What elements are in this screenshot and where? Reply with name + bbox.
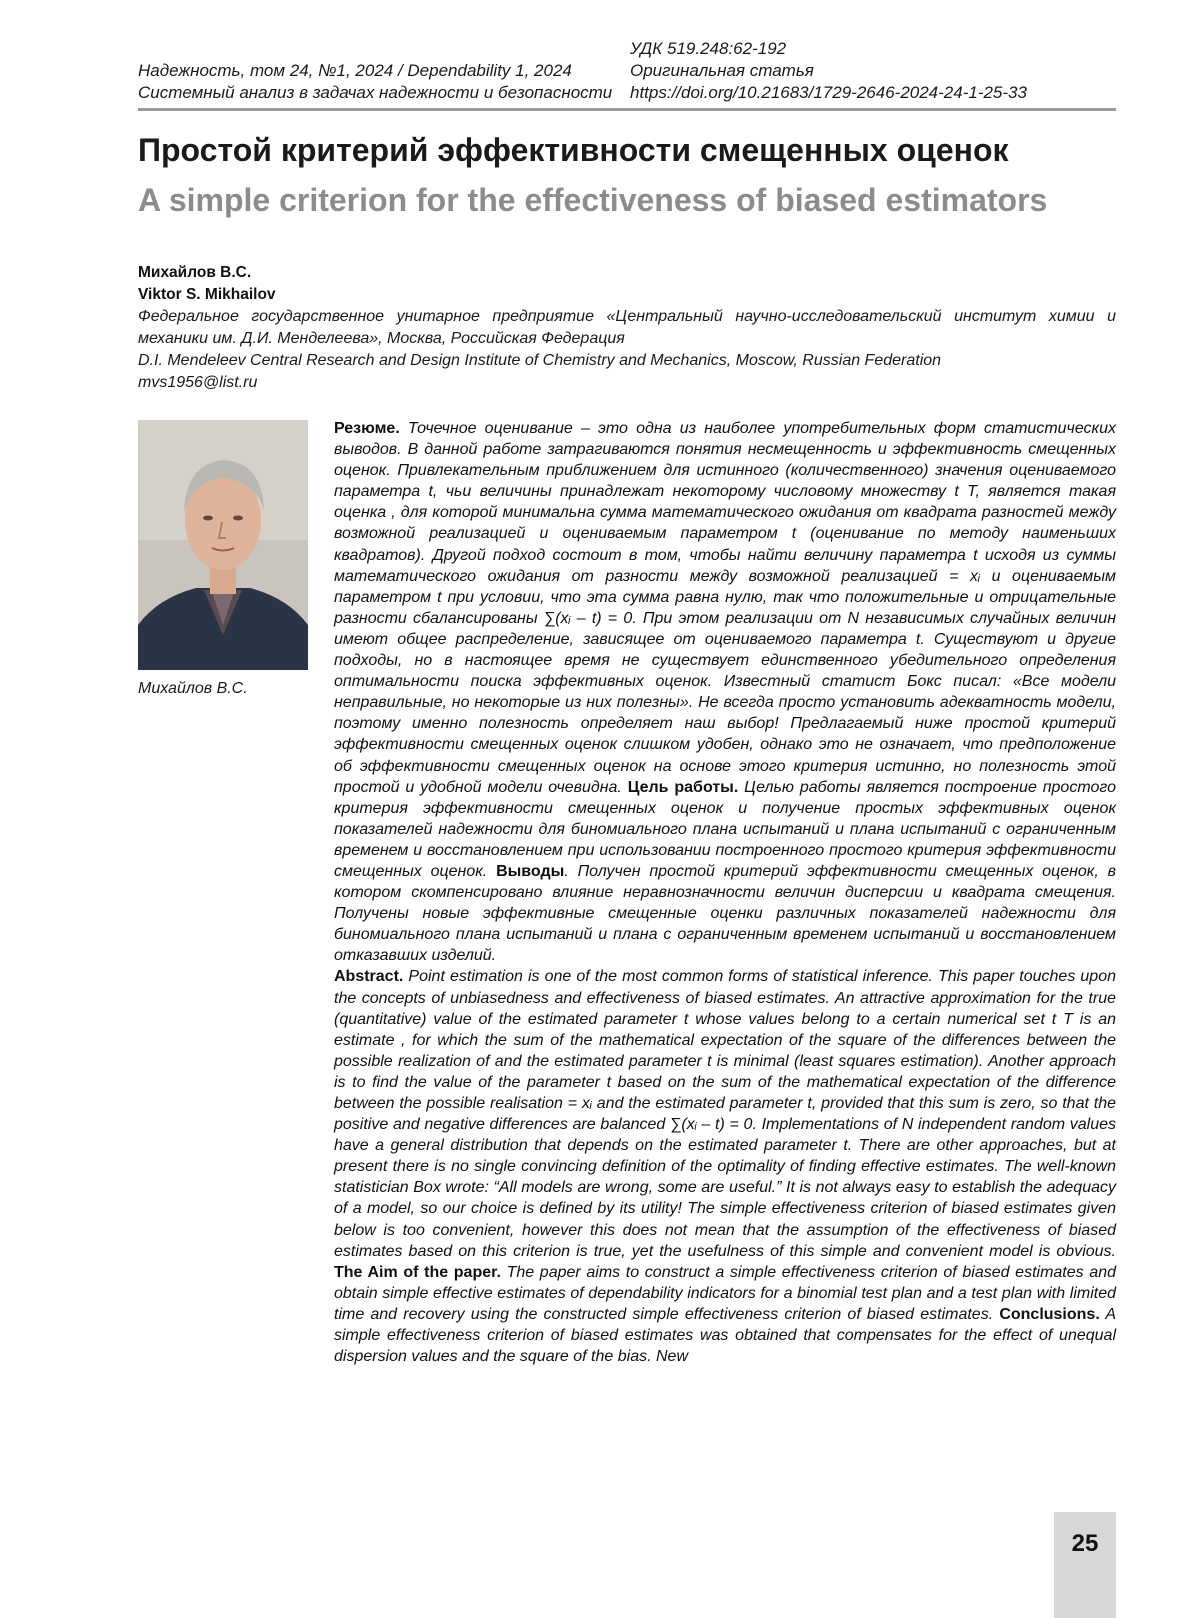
author-portrait-image: [138, 420, 308, 670]
author-email[interactable]: mvs1956@list.ru: [138, 372, 1116, 394]
author-photo: [138, 420, 308, 670]
udc-code: УДК 519.248:62-192: [630, 38, 786, 60]
conclusions-label-ru: Выводы: [496, 863, 564, 880]
conclusions-text-ru: . Получен простой критерий эффективности смещенных оценок, в котором скомпенсировано влияние неравнозначности величин дисперсии и квадрата смещения. Получены новые эффективные смещенные оценки различных показателей надежности для биномиального плана испытаний и плана с ограниченным временем испытаний и восстановлением отказавших изделий.: [334, 863, 1116, 964]
journal-section: Системный анализ в задачах надежности и безопасности: [138, 82, 612, 104]
resume-label: Резюме.: [334, 420, 400, 437]
abstract-label: Abstract.: [334, 968, 403, 985]
photo-caption: Михайлов В.С.: [138, 680, 248, 698]
abstract-english: [334, 966, 1116, 1367]
article-type: Оригинальная статья: [630, 60, 814, 82]
page-number: 25: [1054, 1530, 1116, 1558]
abstract-block: [334, 418, 1116, 1367]
page-number-tab: [1054, 1512, 1116, 1618]
title-russian: Простой критерий эффективности смещенных оценок: [138, 132, 1009, 169]
doi-link[interactable]: https://doi.org/10.21683/1729-2646-2024-24-1-25-33: [630, 82, 1027, 104]
aim-label-en: The Aim of the paper.: [334, 1264, 501, 1281]
abstract-russian: [334, 418, 1116, 966]
affiliation-russian: Федеральное государственное унитарное предприятие «Центральный научно-исследовательский институт химии и механики им. Д.И. Менделеева», Москва, Российская Федерация: [138, 306, 1116, 350]
title-english: A simple criterion for the effectiveness of biased estimators: [138, 178, 1098, 222]
affiliation-english: D.I. Mendeleev Central Research and Design Institute of Chemistry and Mechanics, Moscow, Russian Federation: [138, 350, 1116, 372]
abstract-text: Point estimation is one of the most common forms of statistical inference. This paper touches upon the concepts of unbiasedness and effectiveness of biased estimates. An attractive approximation for the true (quantitative) value of the estimated parameter t whose values belong to a certain numerical set t T is an estimate , for which the sum of the mathematical expectation of the square of the differences between the possible realization of and the estimated parameter t is minimal (least squares estimation). Another approach is to find the value of the parameter t based on the sum of the mathematical expectation of the difference between the possible realisation = xᵢ and the estimated parameter t, provided that this sum is zero, so that the positive and negative differences are balanced ∑(xᵢ – t) = 0. Implementations of N independent random values have a general distribution that depends on the estimated parameter t. There are other approaches, but at present there is no single convincing definition of the optimality of finding effective estimates. The well-known statistician Box wrote: “All models are wrong, some are useful.” It is not always easy to establish the adequacy of a model, so our choice is defined by its utility! The simple effectiveness criterion of biased estimates given below is too convenient, however this does not mean that the assumption of the effectiveness of biased estimates based on this criterion is true, yet the usefulness of this simple and convenient model is obvious.: [334, 968, 1116, 1259]
author-english: Viktor S. Mikhailov: [138, 286, 276, 304]
conclusions-text-en: A simple effectiveness criterion of biased estimates was obtained that compensates for the effect of unequal dispersion values and the square of the bias. New: [334, 1306, 1116, 1365]
author-russian: Михайлов В.С.: [138, 264, 251, 282]
journal-issue: Надежность, том 24, №1, 2024 / Dependability 1, 2024: [138, 60, 572, 82]
aim-label-ru: Цель работы.: [628, 779, 739, 796]
resume-text: Точечное оценивание – это одна из наиболее употребительных форм статистических выводов. В данной работе затрагиваются понятия несмещенность и эффективность смещенных оценок. Привлекательным приближением для истинного (количественного) значения оцениваемого параметра t, чьи величины принадлежат некоторому числовому множеству t T, является такая оценка , для которой минимальна сумма математического ожидания от квадрата разностей между возможной реализацией и оцениваемым параметром t (оценивание по методу наименьших квадратов). Другой подход состоит в том, чтобы найти величину параметра t исходя из суммы математического ожидания от разности между возможной реализацией = xᵢ и оцениваемым параметром t при условии, что эта сумма равна нулю, так что положительные и отрицательные разности сбалансированы ∑(xᵢ – t) = 0. При этом реализации от N независимых случайных величин имеют общее распределение, зависящее от оцениваемого параметра t. Существуют и другие подходы, но в настоящее время не существует единственного убедительного определения оптимальности поиска эффективных оценок. Известный статист Бокс писал: «Все модели неправильные, но некоторые из них полезны». Не всегда просто установить адекватность модели, поэтому именно полезность определяет наш выбор! Предлагаемый ниже простой критерий эффективности смещенных оценок слишком удобен, однако это не означает, что предположение об эффективности смещенных оценок на основе этого критерия истинно, но полезность этой простой и удобной модели очевидна.: [334, 420, 1116, 796]
header-divider: [138, 108, 1116, 111]
aim-text-en: The paper aims to construct a simple effectiveness criterion of biased estimates and obtain simple effective estimates of dependability indicators for a binomial test plan and a test plan with limited time and recovery using the constructed simple effectiveness criterion of biased estimates.: [334, 1264, 1116, 1323]
conclusions-label-en: Conclusions.: [999, 1306, 1099, 1323]
aim-text-ru: Целью работы является построение простого критерия эффективности смещенных оценок и получение простых эффективных оценок показателей надежности для биномиального плана испытаний и плана испытаний с ограниченным временем и восстановлением при использовании построенного простого критерия эффективности смещенных оценок.: [334, 779, 1116, 880]
